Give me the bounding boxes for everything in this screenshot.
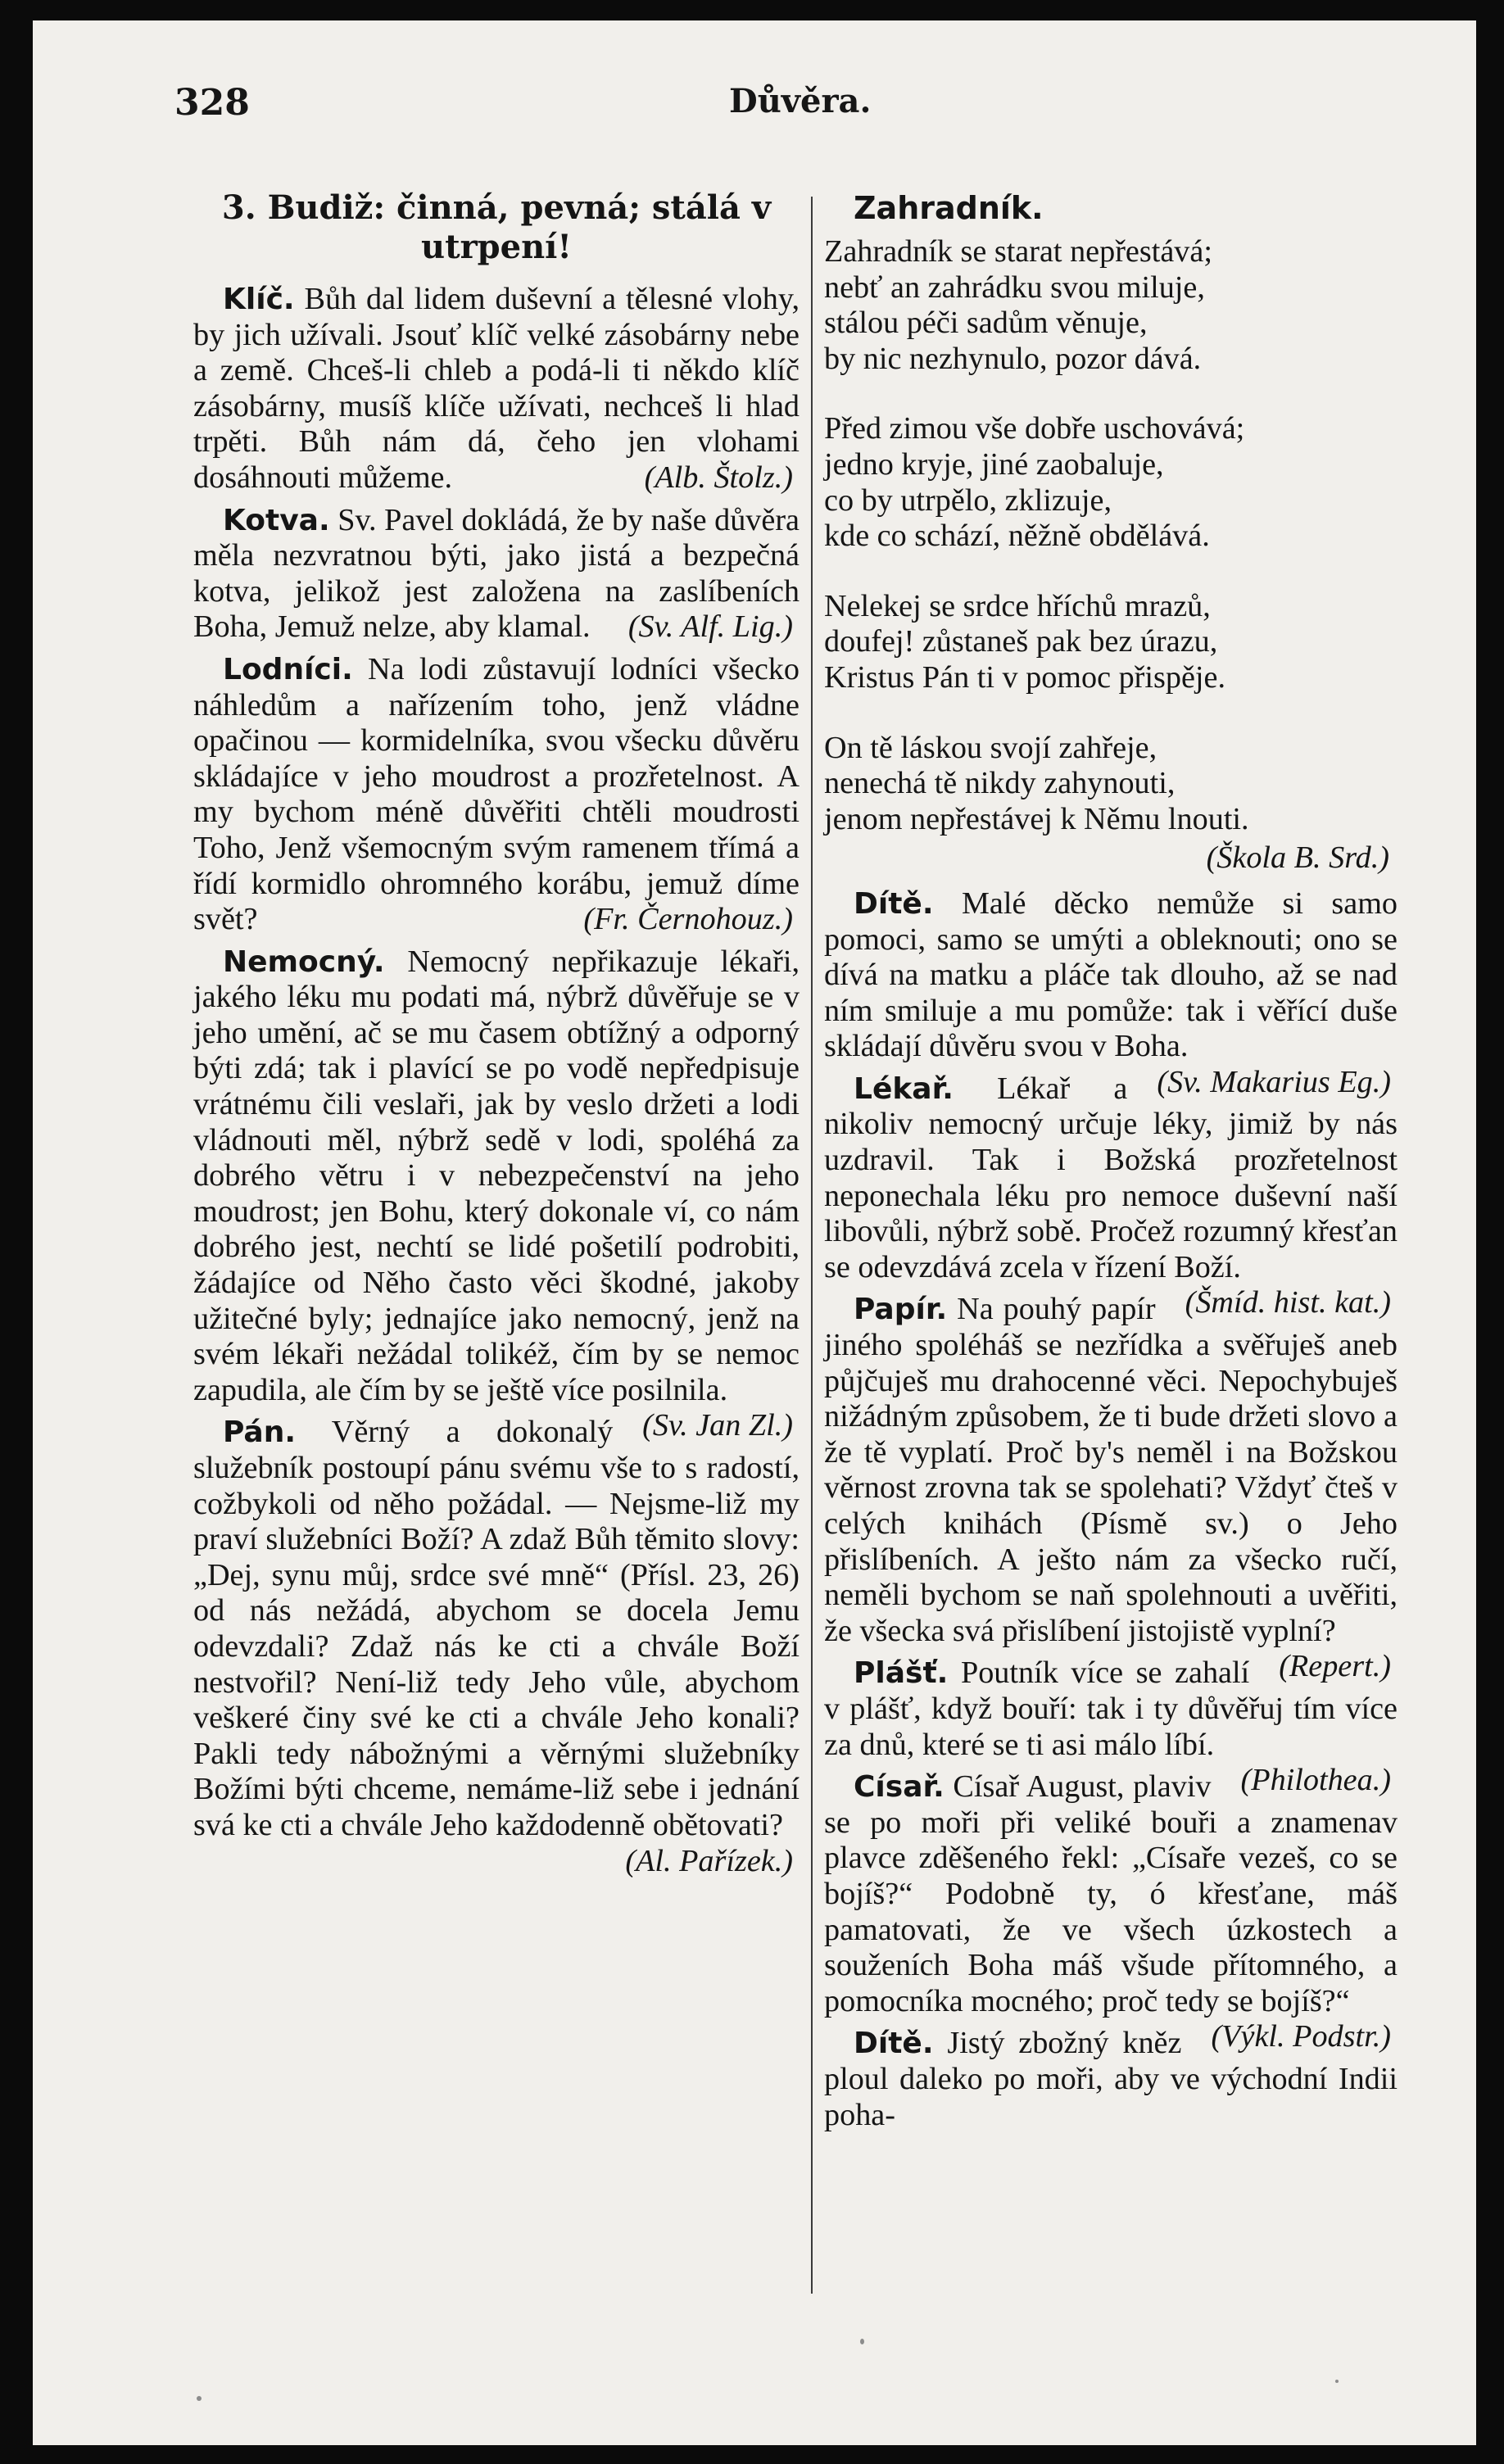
entry-keyword: Nemocný. <box>223 944 385 979</box>
poem-line: co by utrpělo, zklizuje, <box>824 482 1112 518</box>
entry-source: (Al. Pařízek.) <box>625 1843 793 1878</box>
paper-speck <box>860 2339 864 2344</box>
entry-text: Císař August, plaviv se po moři při veliké bouři a znamenav plavce zděšeného řekl: „Císaře vezeš, co se bojíš?“ Podobně ty, ó křesťane, máš pamatovati, že ve všech úzkostech a souženích Boha máš všude přítomného, a pomocníka mocného; proč tedy se bojíš?“ <box>824 1769 1398 2018</box>
entry-keyword: Pán. <box>223 1415 297 1450</box>
poem-line: Nelekej se srdce hříchů mrazů, <box>824 588 1211 623</box>
entry-source: (Fr. Černohouz.) <box>583 902 793 937</box>
poem-stanza <box>824 589 1398 696</box>
poem-line: doufej! zůstaneš pak bez úrazu, <box>824 624 1218 659</box>
entry-kotva <box>193 503 800 645</box>
poem-line: by nic nezhynulo, pozor dává. <box>824 341 1202 376</box>
entry-keyword: Dítě. <box>854 2027 934 2061</box>
entry-text: Poutník více se zahalí v plášť, když bouří: tak i ty důvěřuj tím více za dnů, které se ti asi málo líbí. <box>824 1656 1398 1762</box>
poem-stanza <box>824 731 1398 838</box>
entry-source: (Sv. Alf. Lig.) <box>627 609 793 645</box>
poem-line: kde co schází, něžně obdělává. <box>824 519 1210 554</box>
entry-source: (Philothea.) <box>1240 1763 1391 1798</box>
column-divider <box>811 197 813 2294</box>
poem-line: On tě láskou svojí zahřeje, <box>824 730 1157 765</box>
paper-speck <box>1335 2380 1339 2383</box>
entry-text: Bůh dal lidem duševní a tělesné vlohy, by jich užívali. Jsouť klíč velké zásobárny nebe a země. Chceš-li chleb a podá-li ti někdo klíč zásobárny, musíš klíče užívati, nechceš li hlad trpěti. Bůh nám dá, čeho jen vlohami dosáhnouti můžeme. <box>193 282 800 495</box>
entry-keyword: Papír. <box>854 1293 948 1327</box>
entry-text: Věrný a dokonalý služebník postoupí pánu svému vše to s radostí, cožbykoli od něho požádal. — Nejsme-liž my praví služebníci Boží? A zdaž Bůh těmito slovy: „Dej, synu můj, srdce své mně“ (Přísl. 23, 26) od nás nežádá, abychom se docela Jemu odevzdali? Zdaž nás ke cti a chvále Boží nestvořil? Není-liž tedy Jeho vůle, abychom veškeré činy své ke cti a chvále Jeho konali? Pakli tedy nábožnými a věrnými služebníky Božími býti chceme, nemáme-liž sebe i jednání svá ke cti a chvále Jeho každodenně obětovati? <box>193 1415 800 1842</box>
entry-keyword: Lékař. <box>854 1071 954 1106</box>
left-column <box>193 188 800 1879</box>
poem-line: Zahradník se starat nepřestává; <box>824 234 1212 269</box>
poem-line: nebť an zahrádku svou miluje, <box>824 270 1205 305</box>
entry-text: Malé děcko nemůže si samo pomoci, samo se umýti a obleknouti; ono se dívá na matku a pláče tak dlouho, až se nad ním smiluje a mu pomůže: tak i věřící duše skládají důvěru svou v Boha. <box>824 886 1398 1064</box>
entry-text: Sv. Pavel dokládá, že by naše důvěra měla nezvratnou býti, jako jistá a bezpečná kotva, jelikož jest založena na zaslíbeních Boha, Jemuž nelze, aby klamal. <box>193 502 800 645</box>
entry-text: Na lodi zůstavují lodníci všecko náhledům a nařízením toho, jenž vládne opačinou — kormidelníka, svou všecku důvěru skládajíce v jeho moudrost a prozřetelnost. A my bychom méně důvěřiti chtěli moudrosti Toho, Jenž všemocným svým ramenem třímá a řídí kormidlo ohromného korábu, jemuž díme svět? <box>193 651 800 937</box>
entry-source: (Alb. Štolz.) <box>644 460 793 495</box>
poem-line: nenechá tě nikdy zahynouti, <box>824 766 1176 801</box>
entry-source: (Repert.) <box>1279 1649 1391 1684</box>
page-header <box>33 82 1476 139</box>
entry-klic <box>193 282 800 496</box>
poem-heading: Zahradník. <box>854 190 1044 226</box>
poem-line: jenom nepřestávej k Němu lnouti. <box>824 801 1249 836</box>
poem-line: Před zimou vše dobře uschovává; <box>824 411 1245 446</box>
right-column <box>824 188 1398 2140</box>
entry-keyword: Lodníci. <box>223 652 353 686</box>
entry-source: (Sv. Jan Zl.) <box>642 1408 793 1443</box>
poem-source: (Škola B. Srd.) <box>1206 840 1389 876</box>
entry-text: Jistý zbožný kněz ploul daleko po moři, aby ve východní Indii poha- <box>824 2026 1398 2132</box>
book-page <box>33 20 1476 2445</box>
entry-source: (Sv. Makarius Eg.) <box>1157 1064 1391 1099</box>
section-heading: 3. Budiž: činná, pevná; stálá v utrpení! <box>221 188 772 266</box>
entry-text: Lékař a nikoliv nemocný určuje léky, jimiž by nás uzdravil. Tak i Božská prozřetelnost neponechala léku pro nemoce duševní naší libovůli, nýbrž sobě. Pročež rozumný křesťan se odevzdává zcela v řízení Boží. <box>824 1071 1398 1284</box>
entry-keyword: Dítě. <box>854 886 934 921</box>
entry-text: Na pouhý papír jiného spoléháš se nezřídka a svěřuješ aneb půjčuješ mu drahocenné věci. Nepochybuješ nižádným způsobem, že ti bude držeti slovo a že tě vyplatí. Proč by's neměl i na Božskou věrnost zrovna tak se spolehati? Vždyť čteš v celých knihách (Písmě sv.) o Jeho přislíbeních. A ješto nám za všecko ručí, neměli bychom se naň spolehnouti a uvěřiti, že všecka svá přislíbení jistojistě vyplní? <box>824 1292 1398 1648</box>
page-number: 328 <box>174 82 250 124</box>
entry-keyword: Klíč. <box>223 283 295 316</box>
entry-keyword: Plášť. <box>854 1656 949 1691</box>
entry-pan <box>193 1415 800 1878</box>
entry-source: (Šmíd. hist. kat.) <box>1185 1285 1391 1320</box>
poem-line: stálou péči sadům věnuje, <box>824 306 1148 341</box>
entry-lodnici <box>193 652 800 938</box>
entry-keyword: Císař. <box>854 1770 945 1805</box>
poem-stanza <box>824 234 1398 377</box>
entry-text: Nemocný nepřikazuje lékaři, jakého léku mu podati má, nýbrž důvěřuje se v jeho umění, ač se mu časem obtížný a odporný býti zdá; tak i plavící se po vodě nepředpisuje vrátnému čili veslaři, jak by veslo držeti a lodi vládnouti měl, nýbrž sedě v lodi, spoléhá za dobrého větru i v nebezpečenství na jeho moudrost; jen Bohu, který dokonale ví, co nám dobrého jest, nechtí se lidé pošetilí podrobiti, žádajíce od Něho často věci škodné, jakoby užitečné byly; jednajíce jako nemocný, jenž na svém lékaři nežádal tolikéž, čím by se nemoc zapudila, ale čím by se ještě více posilnila. <box>193 944 800 1407</box>
poem-line: Kristus Pán ti v pomoc přispěje. <box>824 659 1226 695</box>
poem-stanza <box>824 411 1398 554</box>
paper-speck <box>197 2396 202 2401</box>
entry-keyword: Kotva. <box>223 503 330 537</box>
running-title: Důvěra. <box>729 82 872 120</box>
entry-source: (Výkl. Podstr.) <box>1211 2019 1391 2054</box>
poem-line: jedno kryje, jiné zaobaluje, <box>824 446 1164 482</box>
